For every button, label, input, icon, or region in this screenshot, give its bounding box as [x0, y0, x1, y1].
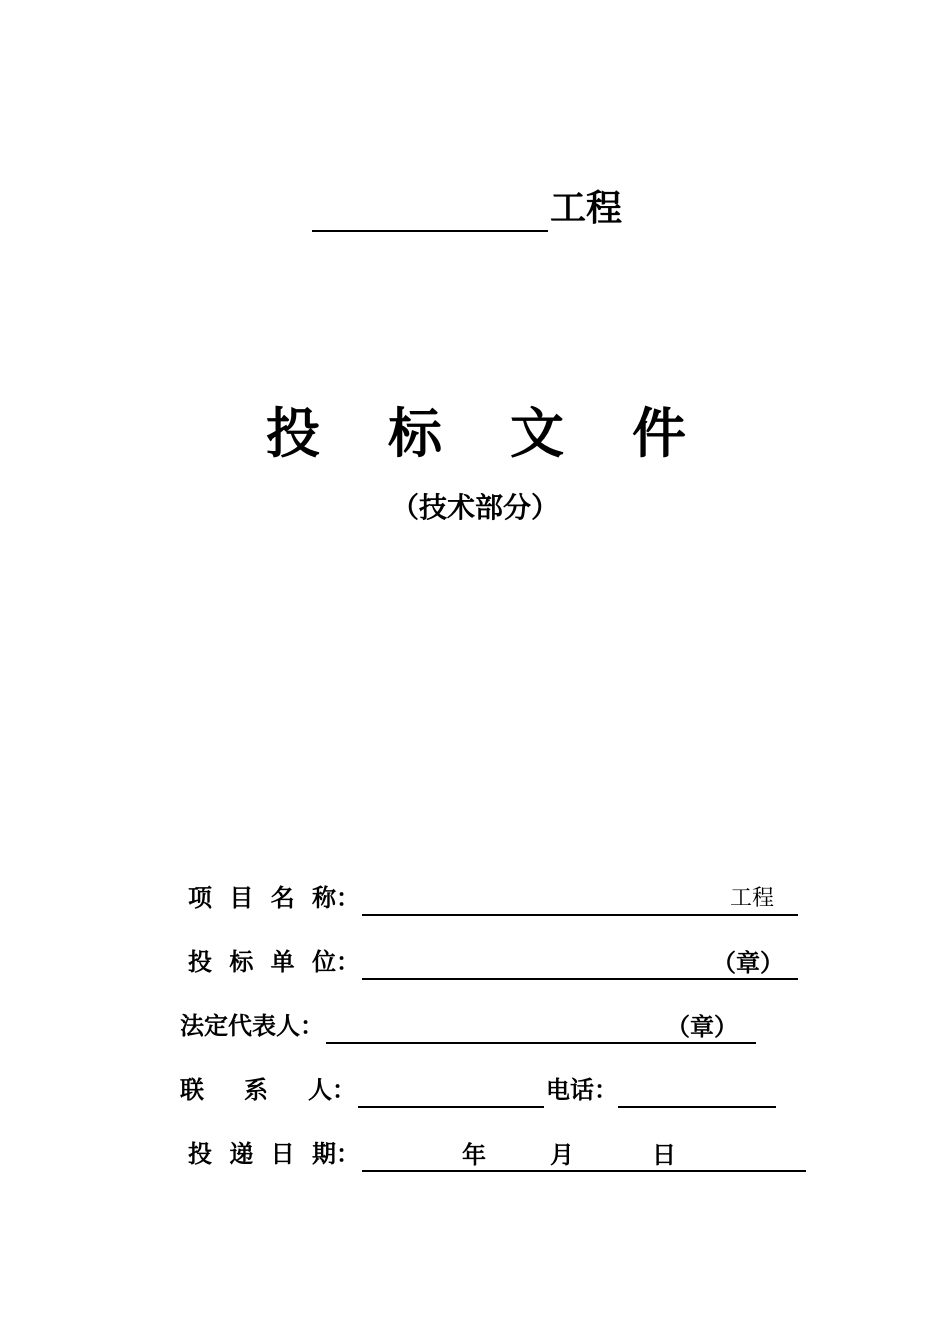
title-char: 件 — [632, 401, 686, 465]
contact-label: 联 系 人 — [180, 1075, 332, 1104]
project-name-row — [188, 876, 798, 916]
contact-row — [180, 1068, 776, 1108]
bidder-colon: ： — [336, 947, 360, 976]
phone-label: 电话： — [546, 1075, 618, 1104]
project-title-suffix: 工程 — [550, 188, 623, 229]
project-title-line — [312, 186, 622, 232]
contact-field[interactable] — [358, 1072, 544, 1108]
date-day: 日 — [652, 1140, 676, 1169]
legal-rep-field[interactable] — [326, 1008, 756, 1044]
bidder-label: 投 标 单 位 — [188, 947, 336, 976]
legal-rep-label: 法定代表人 — [180, 1011, 300, 1040]
bidder-row — [188, 940, 798, 980]
phone-field[interactable] — [618, 1072, 776, 1108]
bidder-field[interactable] — [362, 944, 798, 980]
title-char: 标 — [388, 401, 442, 465]
date-label: 投 递 日 期 — [188, 1139, 336, 1168]
title-char: 文 — [510, 401, 564, 465]
project-name-suffix: 工程 — [730, 886, 775, 911]
date-colon: ： — [336, 1139, 360, 1168]
document-title — [266, 398, 686, 468]
date-year: 年 — [462, 1140, 486, 1169]
date-field[interactable] — [362, 1136, 806, 1172]
legal-rep-row — [180, 1004, 756, 1044]
document-subtitle: （技术部分） — [390, 491, 559, 524]
project-name-colon: ： — [336, 883, 360, 912]
title-char: 投 — [266, 401, 320, 465]
project-name-blank[interactable] — [312, 192, 548, 232]
project-name-field[interactable] — [362, 880, 798, 916]
date-row — [188, 1132, 806, 1172]
project-name-label: 项 目 名 称 — [188, 883, 336, 912]
legal-rep-seal-note: （章） — [666, 1012, 738, 1041]
legal-rep-colon: ： — [300, 1011, 324, 1040]
bidder-seal-note: （章） — [712, 948, 784, 977]
date-month: 月 — [550, 1140, 574, 1169]
contact-colon: ： — [332, 1075, 356, 1104]
